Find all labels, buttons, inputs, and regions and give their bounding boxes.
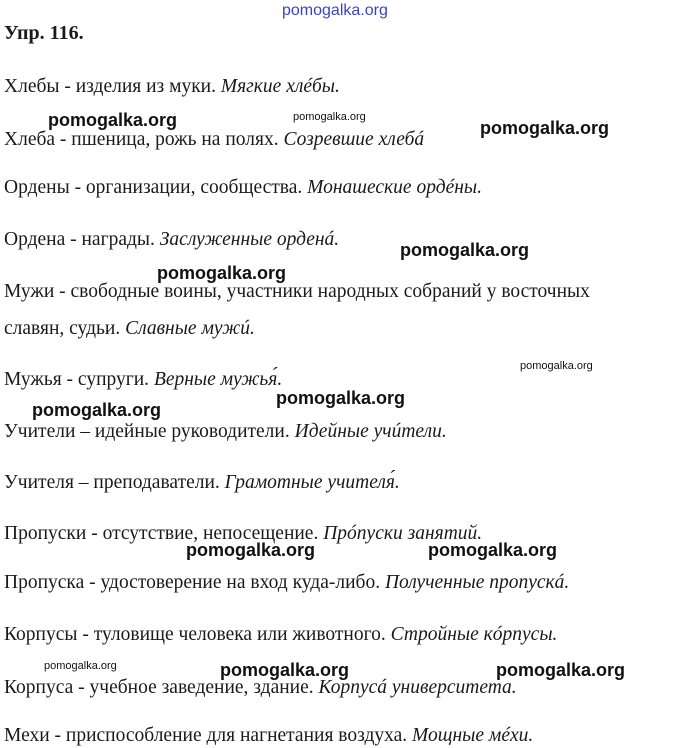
entry-14: Мехи - приспособление для нагнетания воздуха. Мощные мéхи. (4, 725, 534, 746)
entry-12: Корпусы - туловище человека или животного. Стройные кóрпусы. (4, 624, 558, 645)
watermark: pomogalka.org (276, 388, 406, 408)
entry-5: Мужи - свободные воины, участники народных собраний у восточных (4, 281, 590, 302)
watermark: pomogalka.org (220, 660, 350, 680)
entry-7: Мужья - супруги. Верные мужья́. (4, 369, 283, 390)
entry-13: Корпуса - учебное заведение, здание. Корпусá университета. (4, 677, 517, 698)
watermark: pomogalka.org (44, 660, 117, 672)
watermark: pomogalka.org (48, 110, 178, 130)
entry-9: Учителя – преподаватели. Грамотные учителя́. (4, 472, 400, 493)
watermark: pomogalka.org (520, 360, 593, 372)
watermark: pomogalka.org (157, 263, 287, 283)
entry-4: Ордена - награды. Заслуженные орденá. (4, 229, 340, 250)
page-title: Упр. 116. (4, 22, 84, 44)
watermark: pomogalka.org (496, 660, 626, 680)
entry-10: Пропуски - отсутствие, непосещение. Прóпуски занятий. (4, 523, 483, 544)
watermark: pomogalka.org (32, 400, 162, 420)
entry-1: Хлебы - изделия из муки. Мягкие хлéбы. (4, 76, 340, 97)
watermark: pomogalka.org (293, 111, 366, 123)
entry-2: Хлеба - пшеница, рожь на полях. Созревшие хлебá (4, 129, 425, 150)
watermark: pomogalka.org (282, 2, 388, 19)
entry-3: Ордены - организации, сообщества. Монашеские ордéны. (4, 177, 482, 198)
watermark: pomogalka.org (400, 240, 530, 260)
watermark: pomogalka.org (480, 118, 610, 138)
entry-11: Пропуска - удостоверение на вход куда-либо. Полученные пропускá. (4, 572, 570, 593)
entry-8: Учители – идейные руководители. Идейные учúтели. (4, 421, 447, 442)
watermark: pomogalka.org (186, 540, 316, 560)
entry-6: славян, судьи. Славные мужú. (4, 318, 255, 339)
watermark: pomogalka.org (428, 540, 558, 560)
